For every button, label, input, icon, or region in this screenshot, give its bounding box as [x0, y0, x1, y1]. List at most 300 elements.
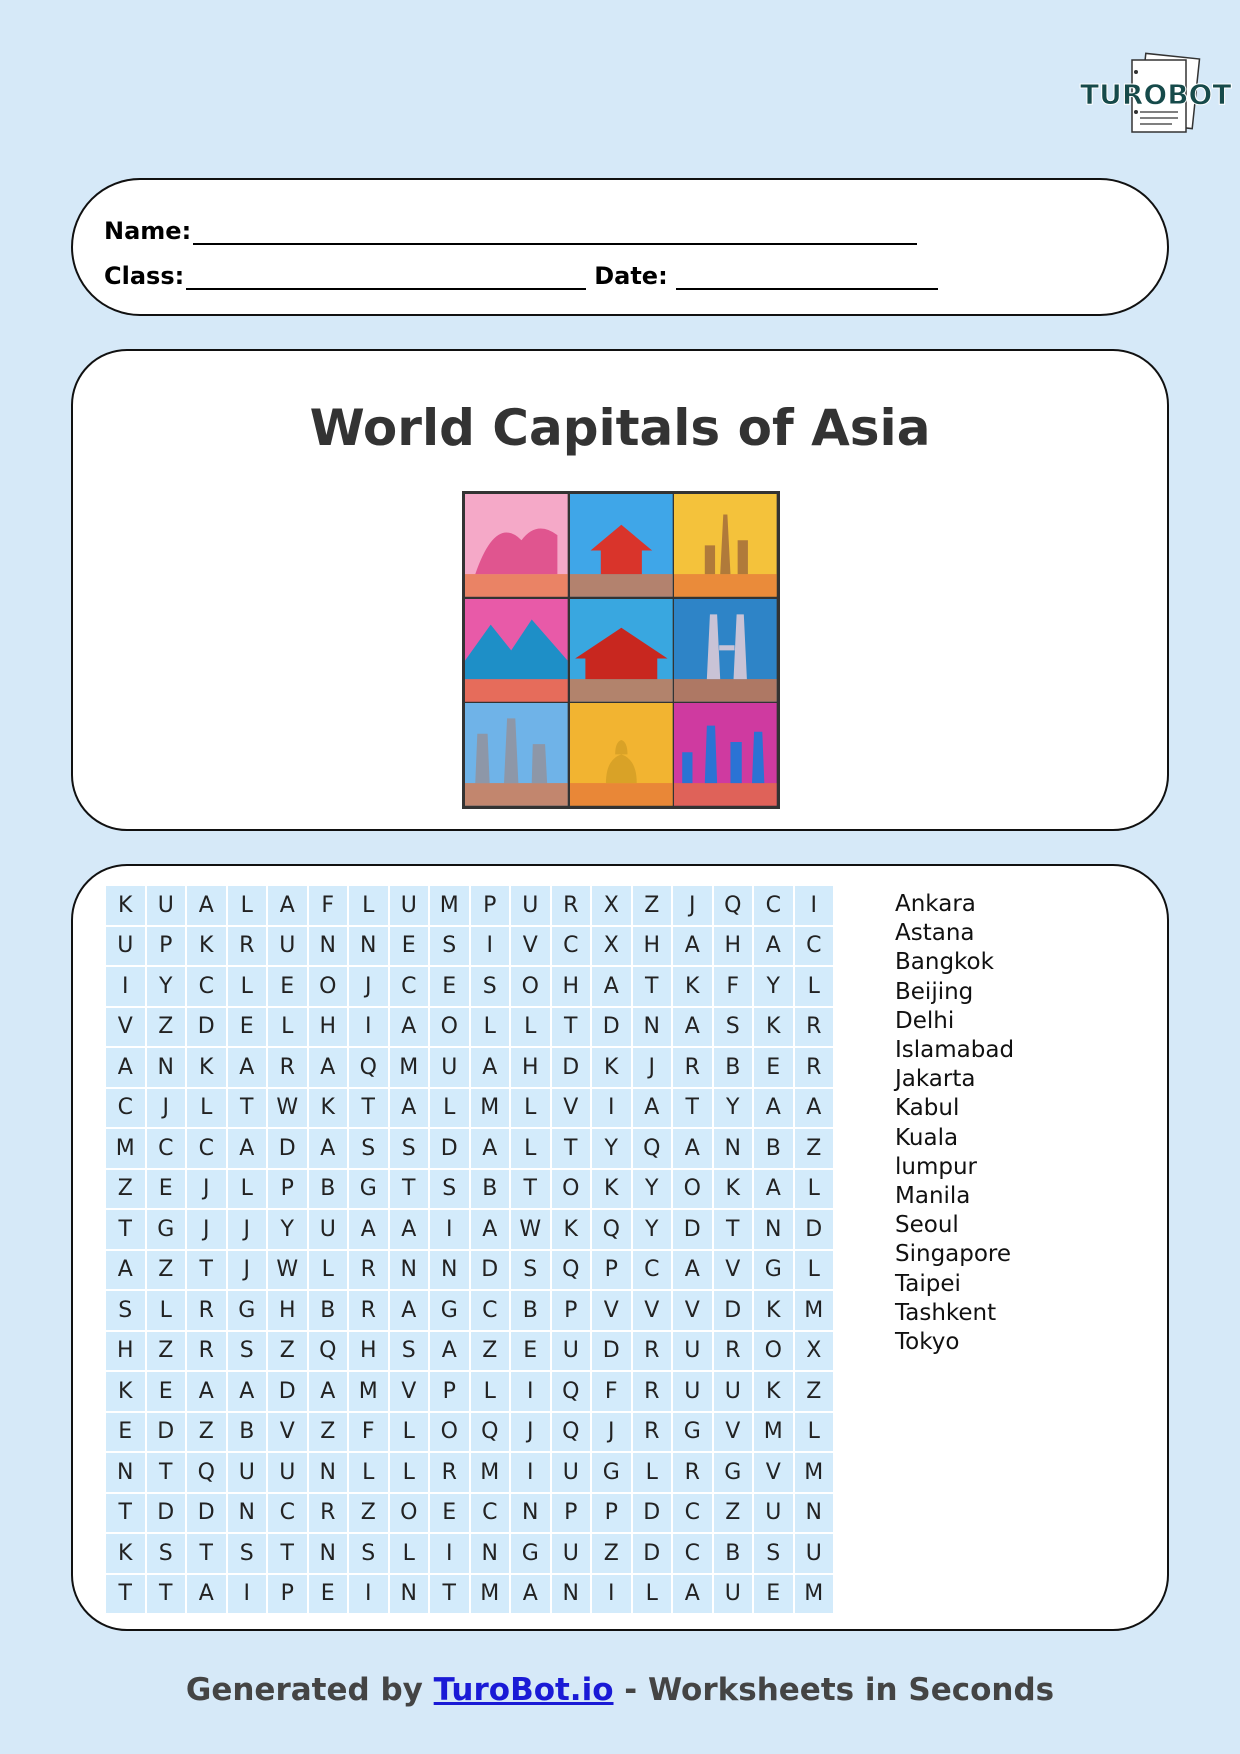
grid-cell[interactable]: D: [187, 1008, 226, 1047]
grid-cell[interactable]: C: [673, 1534, 712, 1573]
grid-cell[interactable]: R: [309, 1494, 348, 1533]
grid-cell[interactable]: S: [106, 1291, 145, 1330]
grid-cell[interactable]: E: [430, 1494, 469, 1533]
grid-cell[interactable]: S: [430, 1170, 469, 1209]
grid-cell[interactable]: O: [552, 1170, 591, 1209]
grid-cell[interactable]: O: [511, 967, 550, 1006]
grid-cell[interactable]: E: [390, 927, 429, 966]
grid-cell[interactable]: Z: [268, 1332, 307, 1371]
grid-cell[interactable]: O: [754, 1332, 793, 1371]
grid-cell[interactable]: V: [633, 1291, 672, 1330]
grid-cell[interactable]: I: [430, 1210, 469, 1249]
grid-cell[interactable]: N: [106, 1453, 145, 1492]
grid-cell[interactable]: G: [511, 1534, 550, 1573]
grid-cell[interactable]: X: [795, 1332, 834, 1371]
grid-cell[interactable]: K: [754, 1372, 793, 1411]
grid-cell[interactable]: G: [754, 1251, 793, 1290]
grid-cell[interactable]: A: [795, 1089, 834, 1128]
grid-cell[interactable]: L: [309, 1251, 348, 1290]
grid-cell[interactable]: J: [349, 967, 388, 1006]
grid-cell[interactable]: M: [795, 1575, 834, 1614]
grid-cell[interactable]: L: [390, 1453, 429, 1492]
grid-cell[interactable]: I: [511, 1453, 550, 1492]
grid-cell[interactable]: Q: [349, 1048, 388, 1087]
grid-cell[interactable]: A: [471, 1129, 510, 1168]
grid-cell[interactable]: R: [430, 1453, 469, 1492]
grid-cell[interactable]: L: [349, 1453, 388, 1492]
grid-cell[interactable]: J: [511, 1413, 550, 1452]
grid-cell[interactable]: C: [187, 1129, 226, 1168]
grid-cell[interactable]: N: [430, 1251, 469, 1290]
grid-cell[interactable]: U: [552, 1332, 591, 1371]
grid-cell[interactable]: T: [106, 1575, 145, 1614]
grid-cell[interactable]: G: [673, 1413, 712, 1452]
grid-cell[interactable]: G: [147, 1210, 186, 1249]
grid-cell[interactable]: X: [592, 886, 631, 925]
grid-cell[interactable]: B: [471, 1170, 510, 1209]
grid-cell[interactable]: U: [430, 1048, 469, 1087]
grid-cell[interactable]: Y: [714, 1089, 753, 1128]
grid-cell[interactable]: Q: [714, 886, 753, 925]
grid-cell[interactable]: A: [228, 1372, 267, 1411]
grid-cell[interactable]: I: [349, 1575, 388, 1614]
grid-cell[interactable]: S: [754, 1534, 793, 1573]
grid-cell[interactable]: A: [673, 1129, 712, 1168]
grid-cell[interactable]: T: [673, 1089, 712, 1128]
grid-cell[interactable]: A: [106, 1251, 145, 1290]
grid-cell[interactable]: Z: [592, 1534, 631, 1573]
grid-cell[interactable]: A: [390, 1210, 429, 1249]
grid-cell[interactable]: L: [187, 1089, 226, 1128]
grid-cell[interactable]: I: [592, 1575, 631, 1614]
grid-cell[interactable]: F: [714, 967, 753, 1006]
grid-cell[interactable]: U: [268, 1453, 307, 1492]
grid-cell[interactable]: B: [511, 1291, 550, 1330]
grid-cell[interactable]: D: [592, 1332, 631, 1371]
grid-cell[interactable]: L: [471, 1008, 510, 1047]
grid-cell[interactable]: K: [754, 1291, 793, 1330]
grid-cell[interactable]: R: [268, 1048, 307, 1087]
grid-cell[interactable]: Q: [592, 1210, 631, 1249]
grid-cell[interactable]: T: [390, 1170, 429, 1209]
grid-cell[interactable]: C: [147, 1129, 186, 1168]
grid-cell[interactable]: B: [309, 1291, 348, 1330]
grid-cell[interactable]: T: [147, 1453, 186, 1492]
grid-cell[interactable]: M: [430, 886, 469, 925]
grid-cell[interactable]: O: [430, 1008, 469, 1047]
grid-cell[interactable]: H: [349, 1332, 388, 1371]
grid-cell[interactable]: W: [511, 1210, 550, 1249]
grid-cell[interactable]: K: [309, 1089, 348, 1128]
grid-cell[interactable]: M: [471, 1453, 510, 1492]
grid-cell[interactable]: W: [268, 1089, 307, 1128]
grid-cell[interactable]: V: [106, 1008, 145, 1047]
grid-cell[interactable]: C: [673, 1494, 712, 1533]
grid-cell[interactable]: Z: [795, 1372, 834, 1411]
grid-cell[interactable]: S: [147, 1534, 186, 1573]
grid-cell[interactable]: B: [309, 1170, 348, 1209]
grid-cell[interactable]: L: [795, 1170, 834, 1209]
grid-cell[interactable]: M: [795, 1453, 834, 1492]
grid-cell[interactable]: Z: [309, 1413, 348, 1452]
grid-cell[interactable]: R: [795, 1008, 834, 1047]
grid-cell[interactable]: A: [349, 1210, 388, 1249]
grid-cell[interactable]: O: [390, 1494, 429, 1533]
grid-cell[interactable]: H: [511, 1048, 550, 1087]
grid-cell[interactable]: I: [511, 1372, 550, 1411]
grid-cell[interactable]: V: [754, 1453, 793, 1492]
grid-cell[interactable]: S: [349, 1129, 388, 1168]
grid-cell[interactable]: P: [268, 1575, 307, 1614]
grid-cell[interactable]: D: [147, 1494, 186, 1533]
grid-cell[interactable]: E: [268, 967, 307, 1006]
grid-cell[interactable]: U: [552, 1453, 591, 1492]
grid-cell[interactable]: Z: [147, 1251, 186, 1290]
grid-cell[interactable]: N: [754, 1210, 793, 1249]
grid-cell[interactable]: N: [390, 1251, 429, 1290]
grid-cell[interactable]: Q: [471, 1413, 510, 1452]
grid-cell[interactable]: T: [714, 1210, 753, 1249]
grid-cell[interactable]: J: [147, 1089, 186, 1128]
grid-cell[interactable]: N: [795, 1494, 834, 1533]
grid-cell[interactable]: E: [430, 967, 469, 1006]
grid-cell[interactable]: A: [187, 886, 226, 925]
grid-cell[interactable]: D: [268, 1372, 307, 1411]
grid-cell[interactable]: Y: [754, 967, 793, 1006]
grid-cell[interactable]: P: [430, 1372, 469, 1411]
grid-cell[interactable]: T: [106, 1210, 145, 1249]
grid-cell[interactable]: E: [754, 1575, 793, 1614]
grid-cell[interactable]: G: [228, 1291, 267, 1330]
grid-cell[interactable]: G: [592, 1453, 631, 1492]
grid-cell[interactable]: Z: [795, 1129, 834, 1168]
grid-cell[interactable]: A: [309, 1048, 348, 1087]
grid-cell[interactable]: T: [268, 1534, 307, 1573]
grid-cell[interactable]: U: [147, 886, 186, 925]
grid-cell[interactable]: S: [228, 1534, 267, 1573]
grid-cell[interactable]: L: [511, 1129, 550, 1168]
grid-cell[interactable]: C: [633, 1251, 672, 1290]
grid-cell[interactable]: T: [106, 1494, 145, 1533]
grid-cell[interactable]: A: [268, 886, 307, 925]
grid-cell[interactable]: N: [309, 927, 348, 966]
grid-cell[interactable]: C: [390, 967, 429, 1006]
grid-cell[interactable]: A: [511, 1575, 550, 1614]
grid-cell[interactable]: L: [228, 886, 267, 925]
grid-cell[interactable]: T: [511, 1170, 550, 1209]
grid-cell[interactable]: N: [471, 1534, 510, 1573]
grid-cell[interactable]: R: [633, 1332, 672, 1371]
grid-cell[interactable]: L: [633, 1575, 672, 1614]
grid-cell[interactable]: J: [633, 1048, 672, 1087]
grid-cell[interactable]: M: [795, 1291, 834, 1330]
grid-cell[interactable]: Z: [714, 1494, 753, 1533]
grid-cell[interactable]: A: [754, 927, 793, 966]
grid-cell[interactable]: V: [592, 1291, 631, 1330]
grid-cell[interactable]: D: [430, 1129, 469, 1168]
grid-cell[interactable]: E: [147, 1170, 186, 1209]
grid-cell[interactable]: S: [511, 1251, 550, 1290]
grid-cell[interactable]: Y: [592, 1129, 631, 1168]
grid-cell[interactable]: S: [390, 1129, 429, 1168]
grid-cell[interactable]: H: [106, 1332, 145, 1371]
grid-cell[interactable]: Q: [552, 1413, 591, 1452]
grid-cell[interactable]: R: [714, 1332, 753, 1371]
grid-cell[interactable]: O: [309, 967, 348, 1006]
grid-cell[interactable]: F: [309, 886, 348, 925]
grid-cell[interactable]: C: [268, 1494, 307, 1533]
grid-cell[interactable]: R: [673, 1453, 712, 1492]
name-field[interactable]: [193, 217, 917, 245]
grid-cell[interactable]: K: [187, 1048, 226, 1087]
grid-cell[interactable]: T: [187, 1534, 226, 1573]
grid-cell[interactable]: H: [633, 927, 672, 966]
grid-cell[interactable]: H: [268, 1291, 307, 1330]
grid-cell[interactable]: L: [633, 1453, 672, 1492]
grid-cell[interactable]: L: [795, 967, 834, 1006]
grid-cell[interactable]: L: [511, 1008, 550, 1047]
class-field[interactable]: [186, 262, 586, 290]
grid-cell[interactable]: S: [471, 967, 510, 1006]
grid-cell[interactable]: G: [430, 1291, 469, 1330]
grid-cell[interactable]: L: [795, 1251, 834, 1290]
grid-cell[interactable]: L: [147, 1291, 186, 1330]
grid-cell[interactable]: K: [106, 886, 145, 925]
grid-cell[interactable]: D: [673, 1210, 712, 1249]
grid-cell[interactable]: R: [349, 1291, 388, 1330]
grid-cell[interactable]: Q: [633, 1129, 672, 1168]
grid-cell[interactable]: A: [187, 1575, 226, 1614]
grid-cell[interactable]: P: [592, 1251, 631, 1290]
grid-cell[interactable]: G: [714, 1453, 753, 1492]
grid-cell[interactable]: D: [268, 1129, 307, 1168]
grid-cell[interactable]: L: [795, 1413, 834, 1452]
grid-cell[interactable]: B: [714, 1534, 753, 1573]
grid-cell[interactable]: V: [552, 1089, 591, 1128]
grid-cell[interactable]: R: [349, 1251, 388, 1290]
grid-cell[interactable]: L: [390, 1413, 429, 1452]
grid-cell[interactable]: V: [673, 1291, 712, 1330]
grid-cell[interactable]: T: [552, 1008, 591, 1047]
grid-cell[interactable]: I: [430, 1534, 469, 1573]
grid-cell[interactable]: Z: [633, 886, 672, 925]
grid-cell[interactable]: S: [430, 927, 469, 966]
grid-cell[interactable]: A: [390, 1008, 429, 1047]
grid-cell[interactable]: D: [592, 1008, 631, 1047]
grid-cell[interactable]: C: [187, 967, 226, 1006]
grid-cell[interactable]: C: [754, 886, 793, 925]
grid-cell[interactable]: B: [714, 1048, 753, 1087]
grid-cell[interactable]: A: [754, 1170, 793, 1209]
grid-cell[interactable]: Z: [106, 1170, 145, 1209]
grid-cell[interactable]: Q: [309, 1332, 348, 1371]
grid-cell[interactable]: A: [673, 1008, 712, 1047]
grid-cell[interactable]: C: [552, 927, 591, 966]
grid-cell[interactable]: S: [349, 1534, 388, 1573]
grid-cell[interactable]: Q: [552, 1372, 591, 1411]
grid-cell[interactable]: O: [673, 1170, 712, 1209]
grid-cell[interactable]: D: [147, 1413, 186, 1452]
grid-cell[interactable]: L: [268, 1008, 307, 1047]
grid-cell[interactable]: A: [471, 1210, 510, 1249]
grid-cell[interactable]: S: [390, 1332, 429, 1371]
grid-cell[interactable]: L: [471, 1372, 510, 1411]
grid-cell[interactable]: S: [228, 1332, 267, 1371]
grid-cell[interactable]: J: [187, 1210, 226, 1249]
grid-cell[interactable]: C: [471, 1291, 510, 1330]
grid-cell[interactable]: T: [633, 967, 672, 1006]
grid-cell[interactable]: K: [106, 1372, 145, 1411]
grid-cell[interactable]: T: [349, 1089, 388, 1128]
grid-cell[interactable]: G: [349, 1170, 388, 1209]
grid-cell[interactable]: U: [552, 1534, 591, 1573]
grid-cell[interactable]: T: [430, 1575, 469, 1614]
grid-cell[interactable]: T: [187, 1251, 226, 1290]
grid-cell[interactable]: V: [511, 927, 550, 966]
grid-cell[interactable]: C: [106, 1089, 145, 1128]
grid-cell[interactable]: B: [228, 1413, 267, 1452]
grid-cell[interactable]: D: [633, 1534, 672, 1573]
grid-cell[interactable]: U: [795, 1534, 834, 1573]
grid-cell[interactable]: U: [106, 927, 145, 966]
grid-cell[interactable]: L: [349, 886, 388, 925]
grid-cell[interactable]: V: [268, 1413, 307, 1452]
grid-cell[interactable]: R: [795, 1048, 834, 1087]
grid-cell[interactable]: U: [673, 1372, 712, 1411]
grid-cell[interactable]: L: [430, 1089, 469, 1128]
date-field[interactable]: [676, 262, 938, 290]
grid-cell[interactable]: K: [754, 1008, 793, 1047]
grid-cell[interactable]: R: [187, 1332, 226, 1371]
grid-cell[interactable]: P: [268, 1170, 307, 1209]
grid-cell[interactable]: U: [673, 1332, 712, 1371]
grid-cell[interactable]: M: [471, 1575, 510, 1614]
grid-cell[interactable]: D: [187, 1494, 226, 1533]
grid-cell[interactable]: R: [552, 886, 591, 925]
grid-cell[interactable]: V: [714, 1251, 753, 1290]
grid-cell[interactable]: N: [228, 1494, 267, 1533]
grid-cell[interactable]: U: [390, 886, 429, 925]
grid-cell[interactable]: A: [471, 1048, 510, 1087]
grid-cell[interactable]: W: [268, 1251, 307, 1290]
grid-cell[interactable]: S: [714, 1008, 753, 1047]
grid-cell[interactable]: F: [592, 1372, 631, 1411]
grid-cell[interactable]: T: [147, 1575, 186, 1614]
grid-cell[interactable]: L: [511, 1089, 550, 1128]
grid-cell[interactable]: D: [795, 1210, 834, 1249]
grid-cell[interactable]: L: [228, 1170, 267, 1209]
grid-cell[interactable]: A: [106, 1048, 145, 1087]
grid-cell[interactable]: Z: [187, 1413, 226, 1452]
grid-cell[interactable]: U: [228, 1453, 267, 1492]
grid-cell[interactable]: A: [390, 1291, 429, 1330]
grid-cell[interactable]: P: [147, 927, 186, 966]
grid-cell[interactable]: C: [795, 927, 834, 966]
grid-cell[interactable]: Z: [147, 1008, 186, 1047]
grid-cell[interactable]: I: [106, 967, 145, 1006]
grid-cell[interactable]: R: [673, 1048, 712, 1087]
grid-cell[interactable]: I: [592, 1089, 631, 1128]
grid-cell[interactable]: P: [471, 886, 510, 925]
grid-cell[interactable]: O: [430, 1413, 469, 1452]
grid-cell[interactable]: K: [673, 967, 712, 1006]
grid-cell[interactable]: D: [714, 1291, 753, 1330]
grid-cell[interactable]: T: [228, 1089, 267, 1128]
grid-cell[interactable]: Y: [633, 1210, 672, 1249]
grid-cell[interactable]: U: [268, 927, 307, 966]
grid-cell[interactable]: M: [754, 1413, 793, 1452]
grid-cell[interactable]: E: [511, 1332, 550, 1371]
grid-cell[interactable]: J: [673, 886, 712, 925]
grid-cell[interactable]: U: [309, 1210, 348, 1249]
grid-cell[interactable]: H: [309, 1008, 348, 1047]
grid-cell[interactable]: H: [714, 927, 753, 966]
grid-cell[interactable]: I: [471, 927, 510, 966]
grid-cell[interactable]: N: [309, 1453, 348, 1492]
grid-cell[interactable]: I: [795, 886, 834, 925]
grid-cell[interactable]: K: [714, 1170, 753, 1209]
grid-cell[interactable]: A: [430, 1332, 469, 1371]
grid-cell[interactable]: R: [633, 1372, 672, 1411]
grid-cell[interactable]: U: [511, 886, 550, 925]
grid-cell[interactable]: H: [552, 967, 591, 1006]
grid-cell[interactable]: N: [633, 1008, 672, 1047]
grid-cell[interactable]: I: [228, 1575, 267, 1614]
grid-cell[interactable]: K: [552, 1210, 591, 1249]
grid-cell[interactable]: P: [552, 1291, 591, 1330]
grid-cell[interactable]: A: [228, 1048, 267, 1087]
grid-cell[interactable]: U: [714, 1575, 753, 1614]
grid-cell[interactable]: A: [673, 927, 712, 966]
grid-cell[interactable]: K: [592, 1170, 631, 1209]
grid-cell[interactable]: R: [187, 1291, 226, 1330]
grid-cell[interactable]: N: [349, 927, 388, 966]
grid-cell[interactable]: D: [552, 1048, 591, 1087]
grid-cell[interactable]: A: [673, 1251, 712, 1290]
grid-cell[interactable]: P: [592, 1494, 631, 1533]
grid-cell[interactable]: Z: [349, 1494, 388, 1533]
grid-cell[interactable]: E: [309, 1575, 348, 1614]
grid-cell[interactable]: M: [349, 1372, 388, 1411]
grid-cell[interactable]: V: [390, 1372, 429, 1411]
grid-cell[interactable]: K: [187, 927, 226, 966]
grid-cell[interactable]: A: [673, 1575, 712, 1614]
grid-cell[interactable]: K: [592, 1048, 631, 1087]
grid-cell[interactable]: A: [228, 1129, 267, 1168]
grid-cell[interactable]: U: [714, 1372, 753, 1411]
grid-cell[interactable]: N: [714, 1129, 753, 1168]
grid-cell[interactable]: N: [511, 1494, 550, 1533]
grid-cell[interactable]: R: [228, 927, 267, 966]
grid-cell[interactable]: K: [106, 1534, 145, 1573]
grid-cell[interactable]: Q: [187, 1453, 226, 1492]
grid-cell[interactable]: J: [187, 1170, 226, 1209]
grid-cell[interactable]: F: [349, 1413, 388, 1452]
grid-cell[interactable]: E: [106, 1413, 145, 1452]
grid-cell[interactable]: E: [754, 1048, 793, 1087]
grid-cell[interactable]: D: [633, 1494, 672, 1533]
grid-cell[interactable]: Y: [147, 967, 186, 1006]
grid-cell[interactable]: P: [552, 1494, 591, 1533]
grid-cell[interactable]: M: [106, 1129, 145, 1168]
grid-cell[interactable]: N: [309, 1534, 348, 1573]
grid-cell[interactable]: Z: [471, 1332, 510, 1371]
grid-cell[interactable]: A: [754, 1089, 793, 1128]
grid-cell[interactable]: A: [633, 1089, 672, 1128]
grid-cell[interactable]: L: [390, 1534, 429, 1573]
grid-cell[interactable]: A: [309, 1129, 348, 1168]
grid-cell[interactable]: E: [228, 1008, 267, 1047]
